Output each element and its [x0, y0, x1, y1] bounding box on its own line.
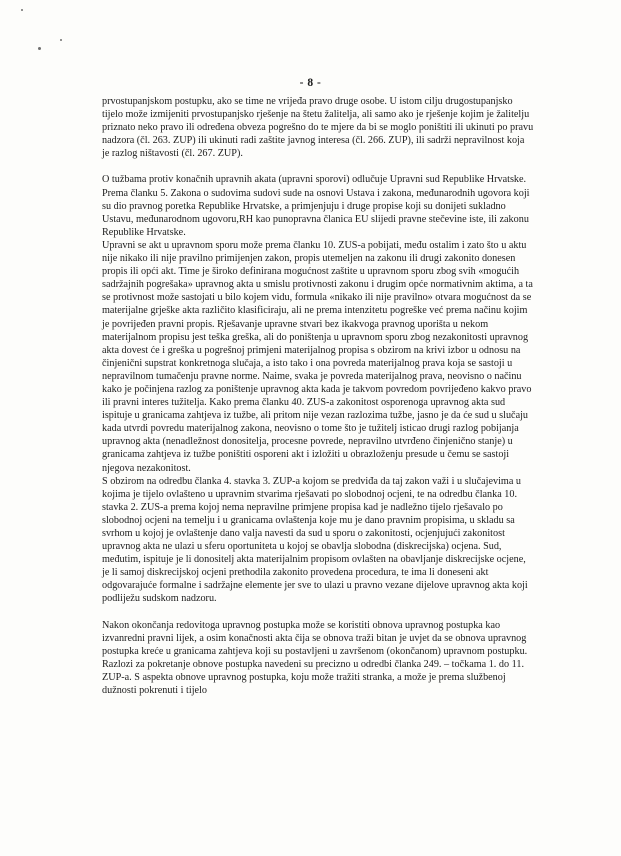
paragraph-discretionary-assessment: S obzirom na odredbu članka 4. stavka 3. ZUP-a kojom se predviđa da taj zakon važi i u slučajevima u kojima je tijelo ovlašteno u upravnim stvarima rješavati po slobodnoj ocjeni, te na odredbu članka 10. stavka 2. ZUS-a prema kojoj nema nepravilne primjene propisa kad je nadležno tijelo rješavalo po slobodnoj ocjeni na temelju i u granicama ovlaštenja koje mu je dano pravnim propisima, u skladu sa svrhom u kojoj je ovlaštenje dano valja navesti da sud u sporu o zakonitosti, ocjenjujući zakonitost upravnog akta ne ulazi u sferu oportuniteta u kojoj se obavlja slobodna (diskrecijska) ocjena. Sud, međutim, ispituje je li donositelj akta materijalnim propisom ovlašten na obavljanje diskrecijske ocjene, je li samoj diskrecijskoj ocjeni prethodila zakonito provedena procedura, te ima li doneseni akt odgovarajuće formalne i sadržajne elemente jer sve to ulazi u pravno vezane dijelove upravnog akta koji podliježu sudskom nadzoru. [102, 475, 528, 605]
paragraph-grounds-for-challenge: Upravni se akt u upravnom sporu može prema članku 10. ZUS-a pobijati, među ostalim i zato što u aktu nije nikako ili nije pravilno primijenjen zakon, propis utemeljen na zakonu ili drugi zakonito donesen propis ili opći akt. Time je široko definirana mogućnost zaštite u upravnom sporu zbog svih «mogućih sadržajnih pogrešaka» upravnog akta u smislu protivnosti zakonu i drugim opće normativnim aktima, a ta se protivnost može sastojati u bilo kojem vidu, formula «nikako ili nije pravilno» otvara mogućnost da se materijalne grješke akta različito klasificiraju, ali ne prema intenzitetu pogreške već prema načinu kojim je povrijeđen pravni propis. Rješavanje upravne stvari bez ikakvoga pravnog uporišta u nekom materijalnom propisu jest teška greška, ali do poništenja u upravnom sporu zbog nezakonitosti upravnog akta dovest će i greška u pogrešnoj primjeni materijalnog propisa s obzirom na krivi izbor u odnosu na činjenični supstrat konkretnoga slučaja, a isto tako i ona povreda materijalnog prava koja se sastoji u nepravilnom tumačenju pravne norme. Naime, svaka je povreda materijalnog prava, neovisno o načinu kako je počinjena razlog za poništenje upravnog akta kada je takvom povredom povrijeđeno kakvo pravo ili pravni interes tužitelja. Kako prema članku 40. ZUS-a zakonitost osporenoga upravnog akta sud ispituje u granicama zahtjeva iz tužbe, ali pritom nije vezan razlozima tužbe, jasno je da će sud u slučaju kada utvrdi povredu materijalnog zakona, neovisno o tome što je tužitelj isticao drugi razlog pobijanja upravnog akta (nenadležnost donositelja, procesne povrede, nepravilno utvrđeno činjenično stanje) u granicama zahtjeva iz tužbe poništiti osporeni akt i izložiti u obrazloženju presude u čemu se sastoji njegova nezakonitost. [102, 239, 533, 474]
paragraph-administrative-disputes: O tužbama protiv konačnih upravnih akata (upravni sporovi) odlučuje Upravni sud Republike Hrvatske. Prema članku 5. Zakona o sudovima sudovi sude na osnovi Ustava i zakona, međunarodnih ugovora koji su dio pravnog poretka Republike Hrvatske, a primjenjuju i druge propise koji su donijeti sukladno Ustavu, međunarodnom ugovoru,RH kao punopravna članica EU slijedi pravne stečevine iste, ili zakonu Republike Hrvatske. [102, 174, 530, 238]
scan-speck [38, 47, 41, 50]
scan-speck [21, 9, 23, 11]
paragraph-appeal-limits: prvostupanjskom postupku, ako se time ne vrijeđa pravo druge osobe. U istom cilju drugostupanjsko tijelo može izmijeniti prvostupanjsko rješenje na štetu žalitelja, ali samo ako je rješenje kojim je žalitelju priznato neko pravo ili određena obveza pogrešno do te mjere da bi se moglo poništiti ili ukinuti po pravu nadzora (čl. 263. ZUP) ili ukinuti radi zaštite javnog interesa (čl. 266. ZUP), ili sadrži nepravilnost koja je razlog ništavosti (čl. 267. ZUP). [102, 96, 534, 160]
scan-speck [60, 39, 62, 41]
document-body [102, 95, 534, 697]
page-number: - 8 - [299, 77, 322, 89]
paragraph-procedure-renewal: Nakon okončanja redovitoga upravnog postupka može se koristiti obnova upravnog postupka kao izvanredni pravni lijek, a osim konačnosti akta čija se obnova traži bitan je uvjet da se obnova upravnog postupka kreće u granicama zahtjeva koji su postavljeni u završenom (okončanom) upravnom postupku. Razlozi za pokretanje obnove postupka navedeni su precizno u odredbi članka 249. – točkama 1. do 11. ZUP-a. S aspekta obnove upravnog postupka, koju može tražiti stranka, a može je prema službenoj dužnosti pokrenuti i tijelo [102, 619, 528, 697]
